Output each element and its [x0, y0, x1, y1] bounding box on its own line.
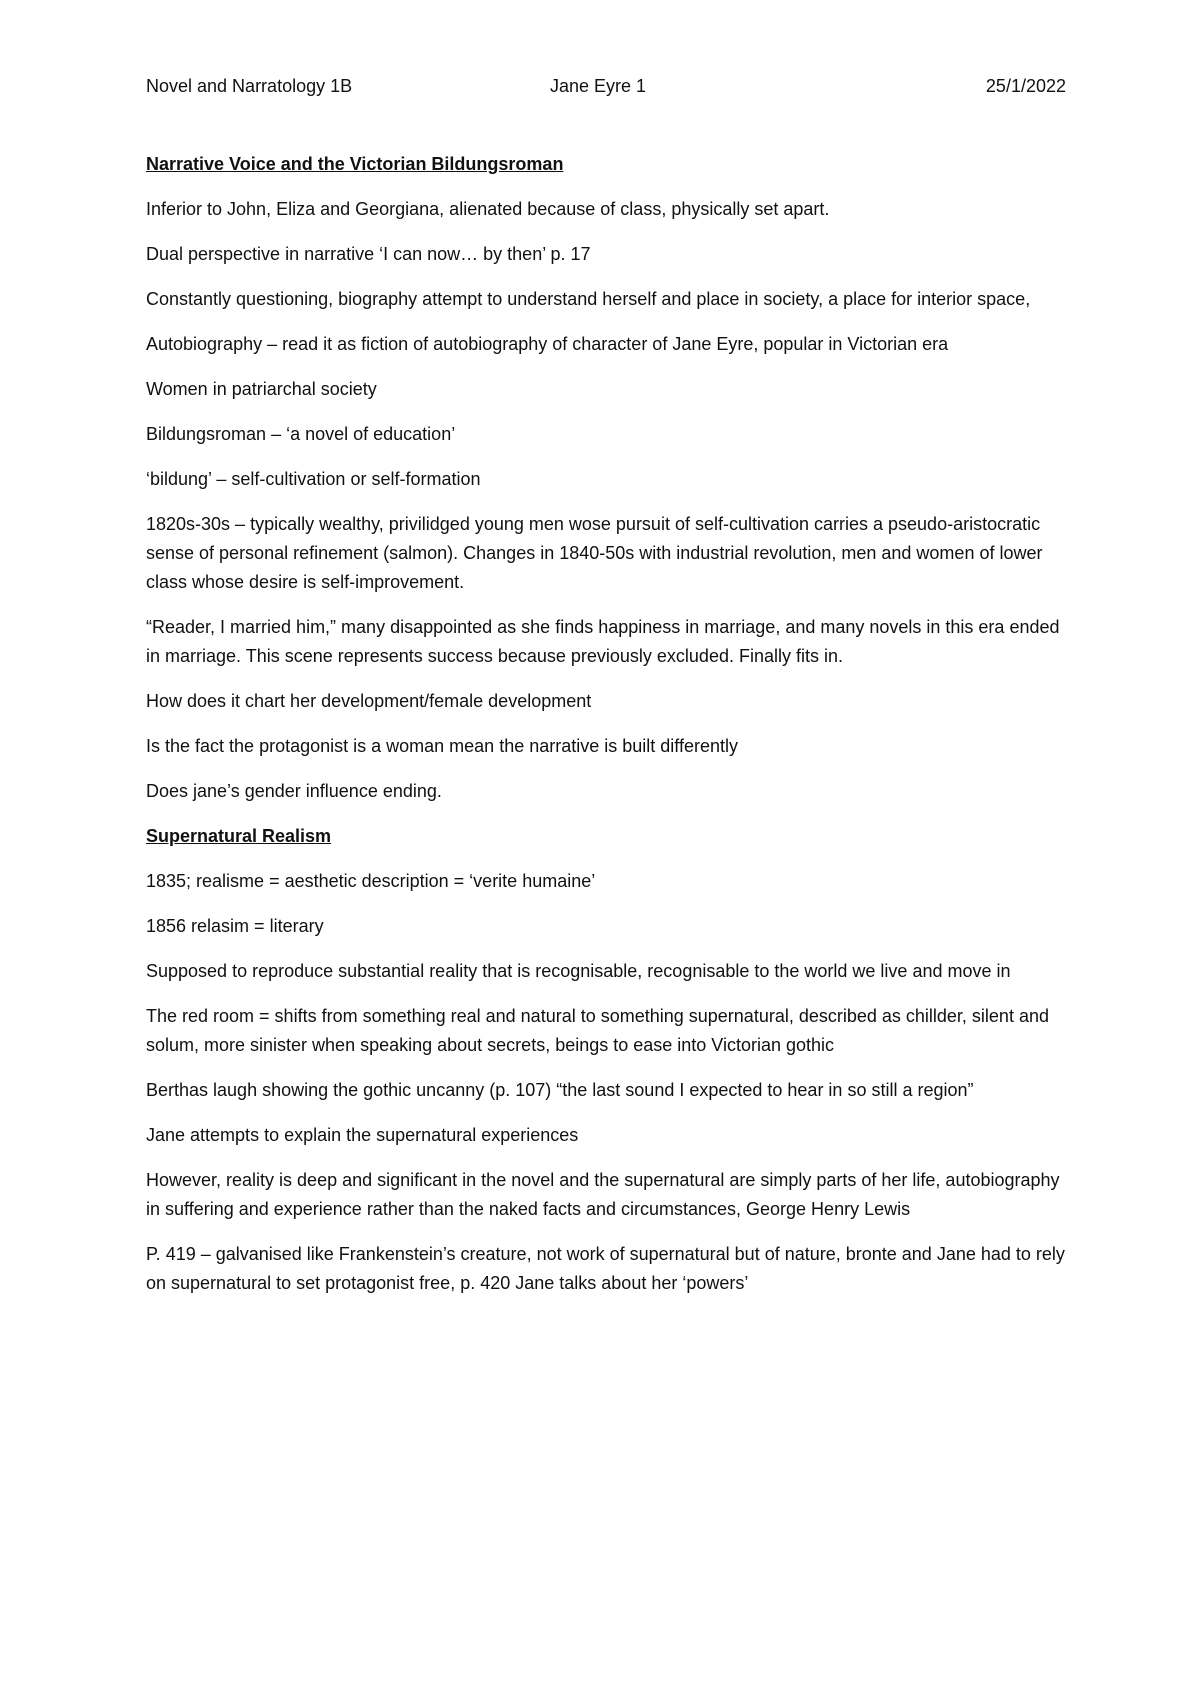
section-heading-supernatural-realism: Supernatural Realism [146, 826, 332, 846]
paragraph: Dual perspective in narrative ‘I can now… by then’ p. 17 [146, 244, 591, 264]
paragraph: Constantly questioning, biography attempt to understand herself and place in society, a place for interior space, [146, 289, 1031, 309]
paragraph: Does jane’s gender influence ending. [146, 781, 442, 801]
paragraph: Supposed to reproduce substantial reality that is recognisable, recognisable to the world we live and move in [146, 961, 1011, 981]
paragraph: 1835; realisme = aesthetic description = ‘verite humaine’ [146, 871, 596, 891]
paragraph: Women in patriarchal society [146, 379, 377, 399]
header-course: Novel and Narratology 1B [146, 76, 353, 96]
paragraph: Jane attempts to explain the supernatural experiences [146, 1125, 579, 1145]
paragraph: P. 419 – galvanised like Frankenstein’s creature, not work of supernatural but of nature, bronte and Jane had to rely on supernatural to set protagonist free, p. 420 Jane talks about her ‘powers’ [146, 1244, 1065, 1293]
paragraph: Berthas laugh showing the gothic uncanny (p. 107) “the last sound I expected to hear in so still a region” [146, 1080, 974, 1100]
document-body [146, 150, 1076, 1314]
paragraph: Inferior to John, Eliza and Georgiana, alienated because of class, physically set apart. [146, 199, 830, 219]
paragraph: ‘bildung’ – self-cultivation or self-formation [146, 469, 481, 489]
header-topic: Jane Eyre 1 [550, 76, 647, 96]
paragraph: “Reader, I married him,” many disappointed as she finds happiness in marriage, and many novels in this era ended in marriage. This scene represents success because previously excluded. Finally fits in. [146, 617, 1060, 666]
paragraph: However, reality is deep and significant in the novel and the supernatural are simply parts of her life, autobiography in suffering and experience rather than the naked facts and circumstances, George Henry Lewis [146, 1170, 1060, 1219]
paragraph: The red room = shifts from something real and natural to something supernatural, described as chillder, silent and solum, more sinister when speaking about secrets, beings to ease into Victorian gothic [146, 1006, 1049, 1055]
paragraph: Bildungsroman – ‘a novel of education’ [146, 424, 456, 444]
header-date: 25/1/2022 [985, 76, 1066, 96]
paragraph: 1856 relasim = literary [146, 916, 324, 936]
paragraph: Is the fact the protagonist is a woman mean the narrative is built differently [146, 736, 738, 756]
paragraph: Autobiography – read it as fiction of autobiography of character of Jane Eyre, popular in Victorian era [146, 334, 949, 354]
paragraph: 1820s-30s – typically wealthy, privilidged young men wose pursuit of self-cultivation carries a pseudo-aristocratic sense of personal refinement (salmon). Changes in 1840-50s with industrial revolution, men and women of lower class whose desire is self-improvement. [146, 514, 1043, 592]
page-header [146, 76, 1066, 104]
paragraph: How does it chart her development/female development [146, 691, 592, 711]
section-heading-narrative-voice: Narrative Voice and the Victorian Bildungsroman [146, 154, 564, 174]
